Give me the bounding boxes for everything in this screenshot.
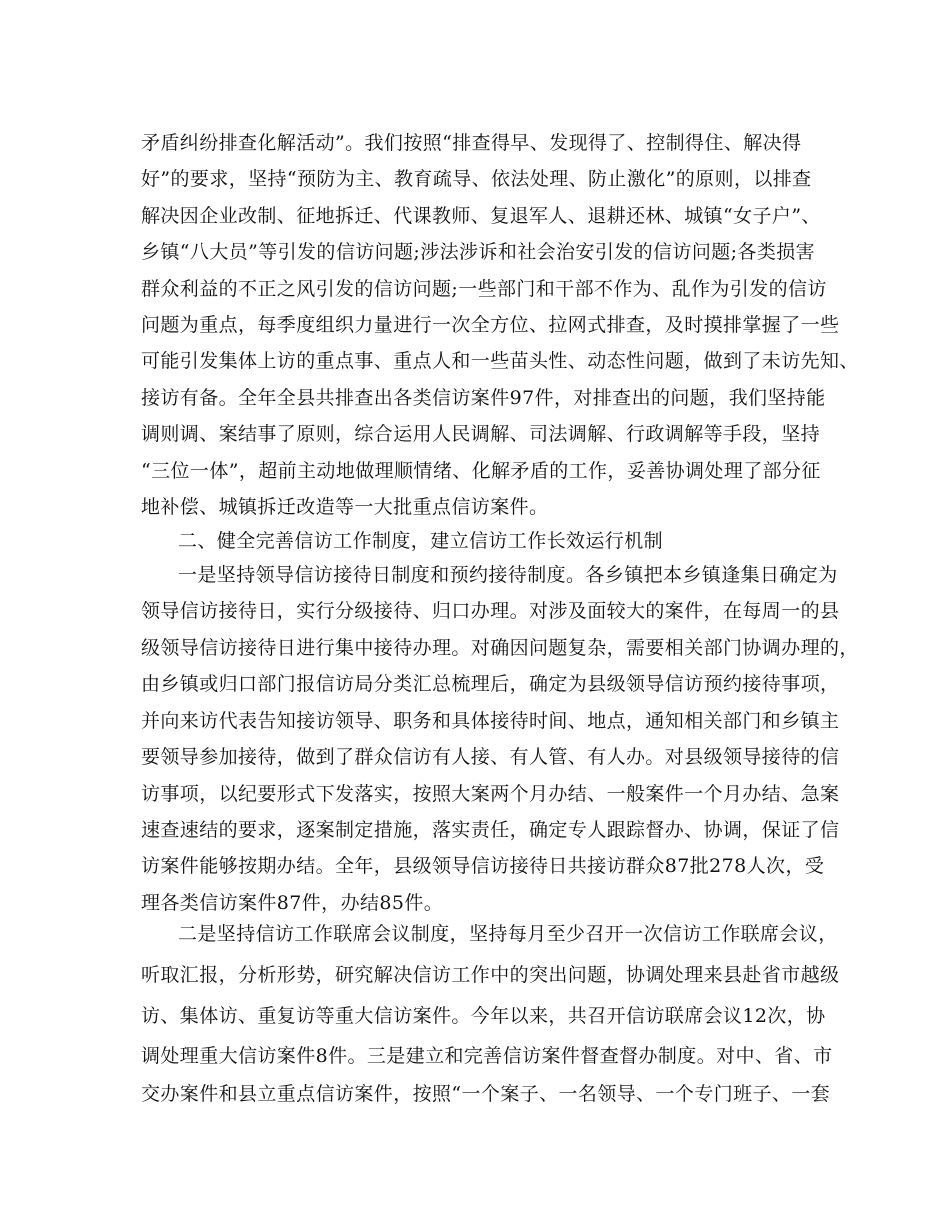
text-line: 交办案件和县立重点信访案件，按照“一个案子、一名领导、一个专门班子、一套 (141, 1083, 831, 1105)
text-line: 级领导信访接待日进行集中接待办理。对确因问题复杂，需要相关部门协调办理的， (141, 637, 859, 659)
text-line: 听取汇报，分析形势，研究解决信访工作中的突出问题，协调处理来县赴省市越级 (141, 964, 840, 986)
text-line: 问题为重点，每季度组织力量进行一次全方位、拉网式排查，及时摸排掌握了一些 (141, 314, 840, 336)
text-line: 调则调、案结事了原则，综合运用人民调解、司法调解、行政调解等手段，坚持 (141, 423, 821, 445)
text-line: 访、集体访、重复访等重大信访案件。今年以来，共召开信访联席会议12次，协 (141, 1005, 826, 1027)
text-line: 速查速结的要求，逐案制定措施，落实责任，确定专人跟踪督办、协调，保证了信 (141, 819, 840, 841)
text-line: 领导信访接待日，实行分级接待、归口办理。对涉及面较大的案件，在每周一的县 (141, 600, 840, 622)
text-line: 由乡镇或归口部门报信访局分类汇总梳理后，确定为县级领导信访预约接待事项， (141, 673, 840, 695)
text-line: 访案件能够按期办结。全年，县级领导信访接待日共接访群众87批278人次，受 (141, 855, 825, 877)
paragraph-start: 一是坚持领导信访接待日制度和预约接待制度。各乡镇把本乡镇逢集日确定为 (178, 564, 838, 586)
text-line: 乡镇“八大员”等引发的信访问题;涉法涉诉和社会治安引发的信访问题;各类损害 (141, 241, 816, 263)
paragraph-start: 二是坚持信访工作联席会议制度，坚持每月至少召开一次信访工作联席会议， (178, 923, 838, 945)
text-line: 群众利益的不正之风引发的信访问题;一些部门和干部不作为、乱作为引发的信访 (141, 278, 827, 300)
text-line: 调处理重大信访案件8件。三是建立和完善信访案件督查督办制度。对中、省、市 (141, 1045, 833, 1067)
text-line: 接访有备。全年全县共排查出各类信访案件97件，对排查出的问题，我们坚持能 (141, 387, 826, 409)
text-line: 要领导参加接待，做到了群众信访有人接、有人管、有人办。对县级领导接待的信 (141, 746, 840, 768)
text-line: 可能引发集体上访的重点事、重点人和一些苗头性、动态性问题，做到了未访先知、 (141, 350, 859, 372)
section-heading: 二、健全完善信访工作制度，建立信访工作长效运行机制 (178, 530, 664, 552)
text-line: 并向来访代表告知接访领导、职务和具体接待时间、地点，通知相关部门和乡镇主 (141, 710, 840, 732)
text-line: 解决因企业改制、征地拆迁、代课教师、复退军人、退耕还林、城镇“女子户”、 (141, 205, 821, 227)
text-line: “三位一体”，超前主动地做理顺情绪、化解矛盾的工作，妥善协调处理了部分征 (141, 460, 821, 482)
text-line: 好”的要求，坚持“预防为主、教育疏导、依法处理、防止激化”的原则，以排查 (141, 168, 812, 190)
text-line: 矛盾纠纷排查化解活动”。我们按照“排查得早、发现得了、控制得住、解决得 (141, 132, 802, 154)
text-line: 访事项，以纪要形式下发落实，按照大案两个月办结、一般案件一个月办结、急案 (141, 783, 840, 805)
text-line: 地补偿、城镇拆迁改造等一大批重点信访案件。 (141, 496, 549, 518)
text-line: 理各类信访案件87件，办结85件。 (141, 892, 444, 914)
